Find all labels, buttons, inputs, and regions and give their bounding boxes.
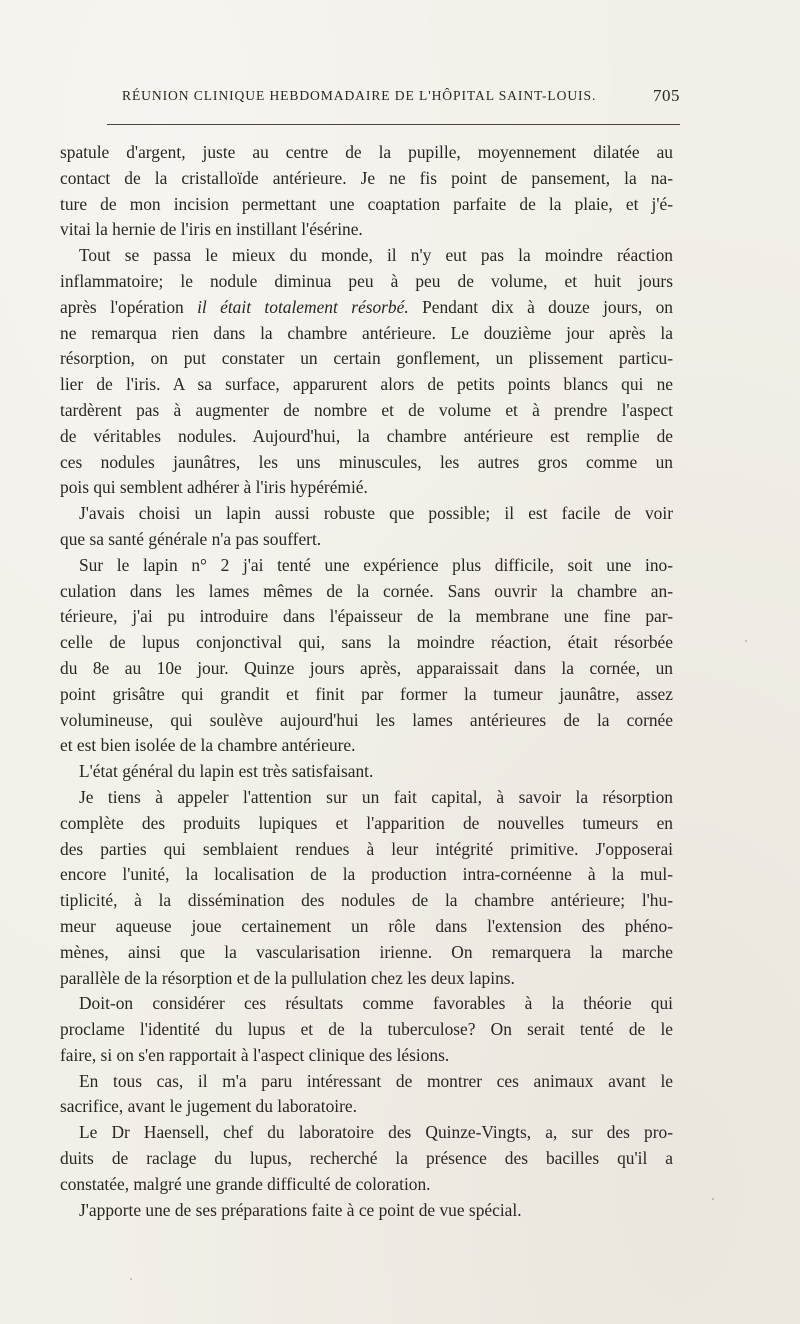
text-line: ces nodules jaunâtres, les uns minuscules, les autres gros comme un: [60, 451, 673, 472]
text-line: point grisâtre qui grandit et finit par former la tumeur jaunâtre, assez: [60, 683, 673, 704]
page-number: 705: [653, 86, 680, 105]
text-line: [60, 295, 673, 321]
text-line: encore l'unité, la localisation de la production intra-cornéenne à la mul-: [60, 864, 673, 885]
text-line: L'état général du lapin est très satisfaisant.: [79, 761, 374, 782]
text-segment: Pendant dix à douze jours, on: [408, 296, 673, 317]
text-line: duits de raclage du lupus, recherché la présence des bacilles qu'il a: [60, 1148, 673, 1169]
text-line: de véritables nodules. Aujourd'hui, la chambre antérieure est remplie de: [60, 425, 673, 446]
text-line: Le Dr Haensell, chef du laboratoire des Quinze-Vingts, a, sur des pro-: [79, 1122, 673, 1143]
italic-text: il était totalement résorbé.: [197, 296, 409, 317]
text-line: tardèrent pas à augmenter de nombre et de volume et à prendre l'aspect: [60, 399, 673, 420]
text-line: des parties qui semblaient rendues à leur intégrité primitive. J'opposerai: [60, 838, 673, 859]
paper-speck: [130, 1278, 132, 1280]
text-line: contact de la cristalloïde antérieure. Je ne fis point de pansement, la na-: [60, 167, 673, 188]
text-line: sacrifice, avant le jugement du laboratoire.: [60, 1096, 357, 1117]
running-title: RÉUNION CLINIQUE HEBDOMADAIRE DE L'HÔPITAL SAINT-LOUIS.: [122, 88, 597, 103]
text-line: celle de lupus conjonctival qui, sans la moindre réaction, était résorbée: [60, 632, 673, 653]
text-line: mènes, ainsi que la vascularisation irienne. On remarquera la marche: [60, 941, 673, 962]
text-line: ne remarqua rien dans la chambre antérieure. Le douzième jour après la: [60, 322, 673, 343]
text-line: Je tiens à appeler l'attention sur un fait capital, à savoir la résorption: [79, 786, 673, 807]
text-line: spatule d'argent, juste au centre de la pupille, moyennement dilatée au: [60, 142, 673, 162]
text-line: complète des produits lupiques et l'apparition de nouvelles tumeurs en: [60, 812, 673, 833]
text-line: J'apporte une de ses préparations faite à ce point de vue spécial.: [79, 1199, 522, 1220]
text-line: Tout se passa le mieux du monde, il n'y eut pas la moindre réaction: [79, 245, 673, 266]
paper-speck: [745, 640, 747, 642]
running-header: [60, 88, 680, 112]
text-line: lier de l'iris. A sa surface, apparurent alors de petits points blancs qui ne: [60, 374, 673, 395]
text-line: du 8e au 10e jour. Quinze jours après, apparaissait dans la cornée, un: [60, 657, 673, 678]
text-line: pois qui semblent adhérer à l'iris hypérémié.: [60, 477, 368, 498]
text-body: [60, 140, 673, 1223]
text-line: vitai la hernie de l'iris en instillant l'ésérine.: [60, 219, 363, 240]
text-line: térieure, j'ai pu introduire dans l'épaisseur de la membrane une fine par-: [60, 606, 673, 627]
text-line: constatée, malgré une grande difficulté de coloration.: [60, 1173, 431, 1194]
text-line: En tous cas, il m'a paru intéressant de montrer ces animaux avant le: [79, 1070, 673, 1091]
text-line: et est bien isolée de la chambre antérieure.: [60, 735, 356, 756]
text-line: que sa santé générale n'a pas souffert.: [60, 528, 322, 549]
text-line: ture de mon incision permettant une coaptation parfaite de la plaie, et j'é-: [60, 193, 673, 214]
text-line: Doit-on considérer ces résultats comme favorables à la théorie qui: [79, 993, 673, 1014]
paper-speck: [712, 1198, 714, 1200]
text-line: culation dans les lames mêmes de la cornée. Sans ouvrir la chambre an-: [60, 580, 673, 601]
text-line: résorption, on put constater un certain gonflement, un plissement particu-: [60, 348, 673, 369]
text-line: Sur le lapin n° 2 j'ai tenté une expérience plus difficile, soit une ino-: [79, 554, 673, 575]
text-line: parallèle de la résorption et de la pullulation chez les deux lapins.: [60, 967, 515, 988]
header-rule: [107, 124, 680, 125]
text-line: J'avais choisi un lapin aussi robuste que possible; il est facile de voir: [79, 503, 673, 524]
text-line: faire, si on s'en rapportait à l'aspect clinique des lésions.: [60, 1044, 450, 1065]
text-segment: après l'opération: [60, 296, 198, 317]
text-line: proclame l'identité du lupus et de la tuberculose? On serait tenté de le: [60, 1019, 673, 1040]
text-line: inflammatoire; le nodule diminua peu à peu de volume, et huit jours: [60, 270, 673, 291]
text-line: tiplicité, à la dissémination des nodules de la chambre antérieure; l'hu-: [60, 890, 673, 911]
text-line: meur aqueuse joue certainement un rôle dans l'extension des phéno-: [60, 915, 673, 936]
text-line: volumineuse, qui soulève aujourd'hui les lames antérieures de la cornée: [60, 709, 673, 730]
